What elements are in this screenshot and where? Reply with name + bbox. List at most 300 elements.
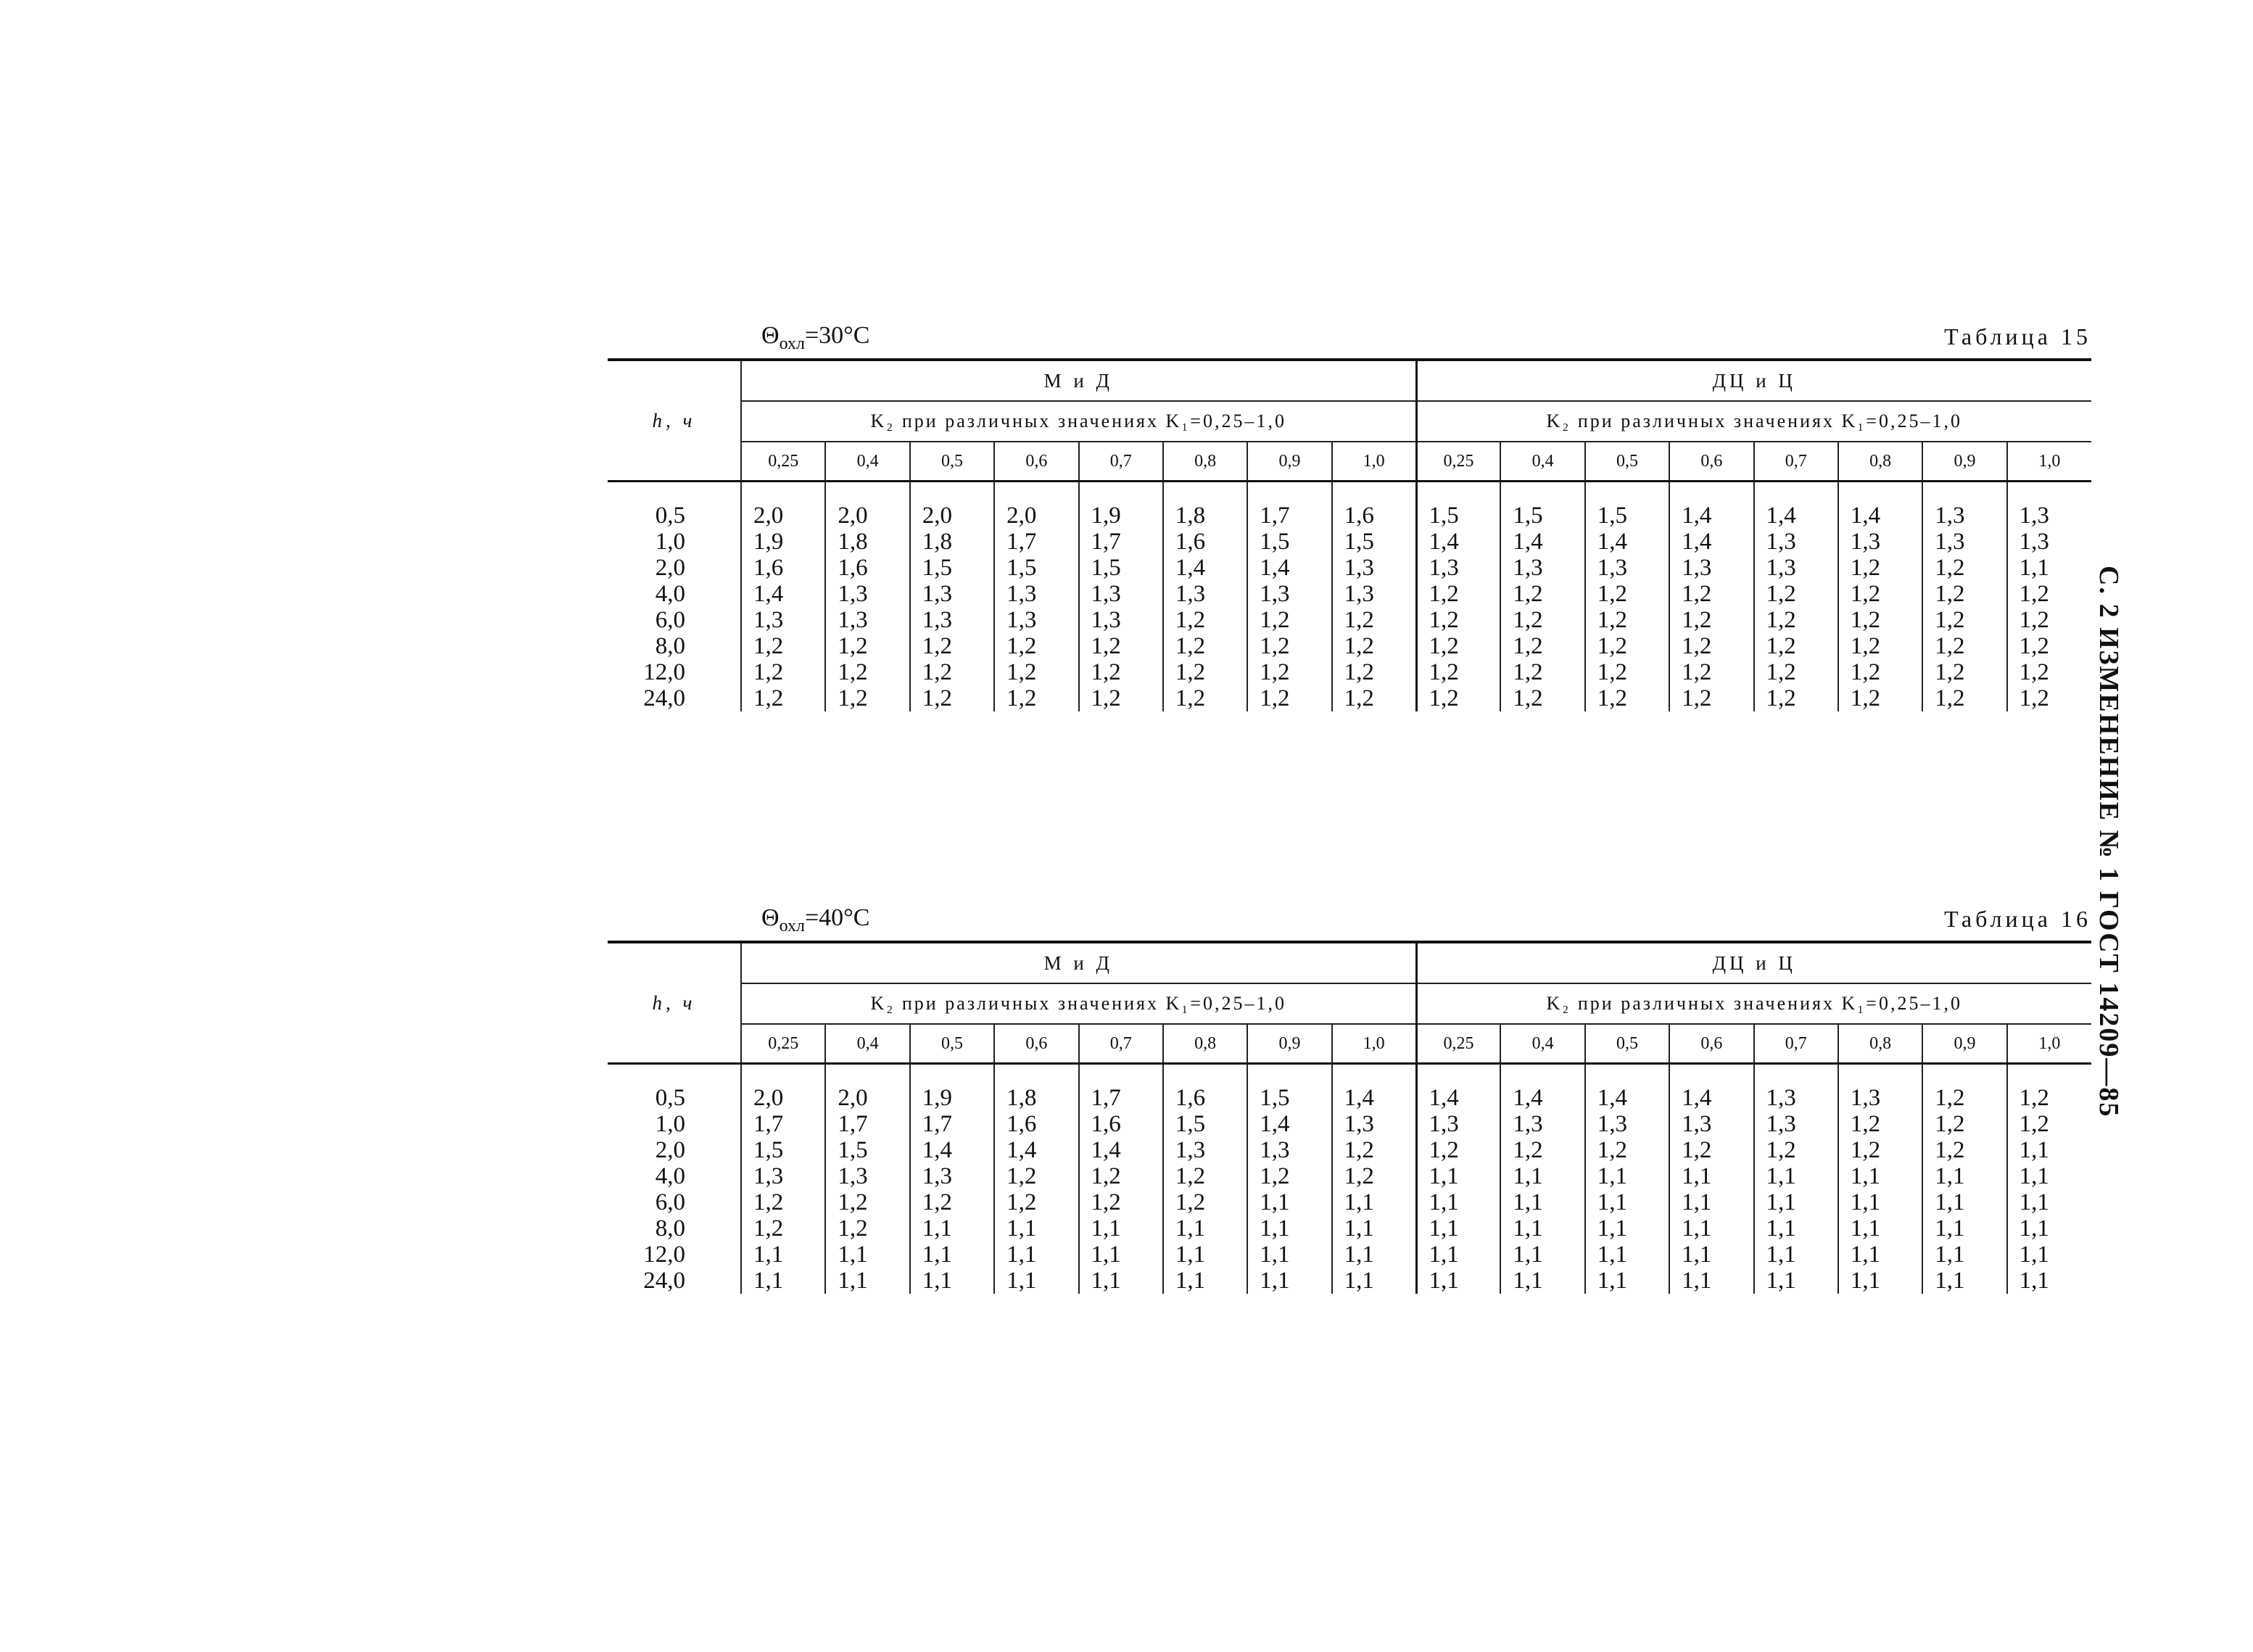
k2-value-cell: 1,2 xyxy=(1500,581,1584,607)
k2-value-cell: 1,5 xyxy=(1416,482,1500,529)
k2-value-cell: 1,3 xyxy=(1838,529,1922,555)
k2-value-cell: 1,1 xyxy=(2007,1137,2091,1163)
theta-value: =40°С xyxy=(804,904,870,931)
k2-value-cell: 1,2 xyxy=(1332,1137,1416,1163)
k2-value-cell: 1,2 xyxy=(1163,607,1247,633)
k2-value-cell: 1,7 xyxy=(910,1111,994,1137)
k2-value-cell: 1,5 xyxy=(1163,1111,1247,1137)
k2-value-cell: 1,3 xyxy=(1754,1111,1838,1137)
k2-value-cell: 1,1 xyxy=(1500,1215,1584,1242)
k1-column-header: 0,9 xyxy=(1922,442,2006,482)
table-row xyxy=(608,1111,2091,1137)
k1-column-header: 1,0 xyxy=(2007,442,2091,482)
k2-value-cell: 1,2 xyxy=(2007,607,2091,633)
k2-value-cell: 1,2 xyxy=(1922,607,2006,633)
k2-value-cell: 1,4 xyxy=(1669,1064,1753,1112)
k2-value-cell: 1,1 xyxy=(994,1242,1078,1268)
k2-value-cell: 1,1 xyxy=(1247,1215,1331,1242)
k2-value-cell: 1,1 xyxy=(1754,1242,1838,1268)
k2-value-cell: 1,2 xyxy=(1163,633,1247,659)
k2-value-cell: 1,3 xyxy=(1838,1064,1922,1112)
k2-value-cell: 1,3 xyxy=(1669,555,1753,581)
k2-value-cell: 1,5 xyxy=(910,555,994,581)
k2-value-cell: 1,1 xyxy=(2007,1163,2091,1189)
k2-value-cell: 1,5 xyxy=(1079,555,1163,581)
k2-value-cell: 1,5 xyxy=(1247,1064,1331,1112)
k2-value-cell: 1,3 xyxy=(2007,529,2091,555)
coolant-temperature-label xyxy=(761,904,869,936)
k1-column-header: 1,0 xyxy=(2007,1024,2091,1064)
k2-value-cell: 1,3 xyxy=(1754,529,1838,555)
k2-value-cell: 1,2 xyxy=(1922,659,2006,685)
k2-value-cell: 1,1 xyxy=(2007,1268,2091,1294)
k2-value-cell: 1,1 xyxy=(1669,1163,1753,1189)
k2-value-cell: 1,2 xyxy=(2007,581,2091,607)
k2-value-cell: 1,1 xyxy=(1585,1163,1669,1189)
k2-value-cell: 1,2 xyxy=(1669,607,1753,633)
k2-value-cell: 1,6 xyxy=(994,1111,1078,1137)
k2-value-cell: 1,2 xyxy=(825,1189,909,1215)
k2-value-cell: 1,2 xyxy=(1669,685,1753,711)
k1-column-header: 0,4 xyxy=(825,1024,909,1064)
k2-value-cell: 1,3 xyxy=(825,1163,909,1189)
k2-value-cell: 1,4 xyxy=(1838,482,1922,529)
k2-value-cell: 1,2 xyxy=(741,1189,825,1215)
k2-value-cell: 1,1 xyxy=(1416,1163,1500,1189)
theta-subscript: охл xyxy=(779,334,805,353)
k2-value-cell: 1,4 xyxy=(1585,1064,1669,1112)
k1-column-header: 0,8 xyxy=(1838,1024,1922,1064)
k2-value-cell: 1,2 xyxy=(1922,1137,2006,1163)
k2-value-cell: 1,3 xyxy=(1247,1137,1331,1163)
k2-value-cell: 1,2 xyxy=(1922,1064,2006,1112)
k1-column-header: 0,9 xyxy=(1247,442,1331,482)
k2-value-cell: 1,1 xyxy=(1332,1189,1416,1215)
k2-value-cell: 1,1 xyxy=(1500,1268,1584,1294)
k1-column-header: 0,8 xyxy=(1838,442,1922,482)
table-15-block xyxy=(608,319,2091,711)
k2-value-cell: 1,2 xyxy=(1332,685,1416,711)
k2-value-cell: 1,2 xyxy=(825,685,909,711)
h-value-cell: 6,0 xyxy=(655,1189,685,1215)
k2-value-cell: 1,1 xyxy=(1079,1242,1163,1268)
k2-value-cell: 1,2 xyxy=(741,685,825,711)
k2-value-cell: 1,2 xyxy=(1669,581,1753,607)
k2-value-cell: 1,3 xyxy=(741,1163,825,1189)
k2-value-cell: 1,2 xyxy=(1838,1111,1922,1137)
k2-value-cell: 1,2 xyxy=(1416,633,1500,659)
k2-value-cell: 1,1 xyxy=(741,1268,825,1294)
h-column-header: h, ч xyxy=(652,409,696,431)
k2-value-cell: 1,4 xyxy=(994,1137,1078,1163)
k2-value-cell: 1,1 xyxy=(1585,1189,1669,1215)
k2-value-cell: 1,1 xyxy=(2007,1215,2091,1242)
k2-value-cell: 1,3 xyxy=(1585,1111,1669,1137)
theta-symbol: Θ xyxy=(761,322,780,349)
k2-value-cell: 1,3 xyxy=(1500,555,1584,581)
k2-value-cell: 1,2 xyxy=(1754,581,1838,607)
k2-value-cell: 2,0 xyxy=(825,1064,909,1112)
k2-value-cell: 1,3 xyxy=(1416,1111,1500,1137)
k2-subheader-m-d: K₂ при различных значениях K₁=0,25–1,0 xyxy=(741,983,1416,1024)
k2-value-cell: 1,2 xyxy=(1922,685,2006,711)
table-row xyxy=(608,581,2091,607)
k1-column-header: 0,4 xyxy=(1500,442,1584,482)
k2-value-cell: 1,6 xyxy=(1163,529,1247,555)
k2-value-cell: 1,1 xyxy=(1416,1242,1500,1268)
k2-value-cell: 1,1 xyxy=(741,1242,825,1268)
k2-value-cell: 1,1 xyxy=(1838,1242,1922,1268)
k1-column-header: 0,6 xyxy=(1669,442,1753,482)
k2-value-cell: 1,2 xyxy=(1079,1163,1163,1189)
k2-value-cell: 1,6 xyxy=(1332,482,1416,529)
k2-value-cell: 1,1 xyxy=(1922,1189,2006,1215)
k2-value-cell: 1,1 xyxy=(1838,1268,1922,1294)
h-value-cell: 24,0 xyxy=(643,685,685,711)
k2-value-cell: 1,5 xyxy=(994,555,1078,581)
k2-value-cell: 1,2 xyxy=(2007,659,2091,685)
k2-value-cell: 2,0 xyxy=(910,482,994,529)
k2-subheader-dc-c: K₂ при различных значениях K₁=0,25–1,0 xyxy=(1416,401,2091,442)
k1-column-header: 1,0 xyxy=(1332,1024,1416,1064)
group-header-dc-c: ДЦ и Ц xyxy=(1416,942,2091,983)
h-value-cell: 2,0 xyxy=(655,1137,685,1163)
k2-value-cell: 1,2 xyxy=(825,659,909,685)
k2-value-cell: 1,1 xyxy=(1500,1242,1584,1268)
table-row xyxy=(608,482,2091,529)
k2-value-cell: 1,2 xyxy=(741,1215,825,1242)
k2-value-cell: 1,2 xyxy=(1163,659,1247,685)
k2-value-cell: 1,3 xyxy=(1585,555,1669,581)
k2-value-cell: 1,1 xyxy=(1754,1163,1838,1189)
k2-value-cell: 1,2 xyxy=(1163,1163,1247,1189)
k1-column-header: 0,25 xyxy=(741,442,825,482)
table-row xyxy=(608,1137,2091,1163)
k2-value-cell: 1,4 xyxy=(1163,555,1247,581)
k2-value-cell: 1,2 xyxy=(1416,581,1500,607)
table-row xyxy=(608,685,2091,711)
k1-column-header: 0,9 xyxy=(1247,1024,1331,1064)
k2-value-cell: 1,2 xyxy=(910,1189,994,1215)
k2-value-cell: 1,3 xyxy=(741,607,825,633)
k2-value-cell: 1,6 xyxy=(825,555,909,581)
table-caption xyxy=(608,901,2091,941)
k1-column-header: 0,5 xyxy=(1585,442,1669,482)
h-value-cell: 4,0 xyxy=(655,1163,685,1189)
k2-value-cell: 1,4 xyxy=(1079,1137,1163,1163)
k2-value-cell: 1,3 xyxy=(1247,581,1331,607)
k2-value-cell: 1,2 xyxy=(994,685,1078,711)
k2-value-cell: 1,2 xyxy=(1416,607,1500,633)
k2-value-cell: 1,3 xyxy=(910,1163,994,1189)
k2-value-cell: 1,1 xyxy=(1585,1215,1669,1242)
k2-value-cell: 1,1 xyxy=(1247,1189,1331,1215)
k2-value-cell: 1,2 xyxy=(825,1215,909,1242)
k2-value-cell: 1,2 xyxy=(1416,685,1500,711)
k2-value-cell: 1,7 xyxy=(825,1111,909,1137)
h-value-cell: 24,0 xyxy=(643,1268,685,1294)
k2-value-cell: 1,4 xyxy=(1332,1064,1416,1112)
k2-value-cell: 1,2 xyxy=(1838,685,1922,711)
theta-subscript: охл xyxy=(779,916,805,936)
k2-value-cell: 1,3 xyxy=(1922,529,2006,555)
h-value-cell: 8,0 xyxy=(655,1215,685,1242)
k2-value-cell: 1,4 xyxy=(1500,1064,1584,1112)
h-column-header: h, ч xyxy=(652,991,696,1014)
k2-value-cell: 1,2 xyxy=(1585,659,1669,685)
k2-value-cell: 1,9 xyxy=(910,1064,994,1112)
k2-value-cell: 1,4 xyxy=(1669,529,1753,555)
k2-value-cell: 1,1 xyxy=(1163,1242,1247,1268)
k2-value-cell: 1,2 xyxy=(1838,581,1922,607)
k2-value-cell: 1,2 xyxy=(1247,659,1331,685)
k1-column-header: 0,6 xyxy=(994,442,1078,482)
k2-value-cell: 1,2 xyxy=(1838,659,1922,685)
k1-column-header: 1,0 xyxy=(1332,442,1416,482)
k1-column-header: 0,7 xyxy=(1754,1024,1838,1064)
k2-value-cell: 1,3 xyxy=(1079,581,1163,607)
k2-value-cell: 1,1 xyxy=(1585,1242,1669,1268)
k2-value-cell: 1,2 xyxy=(910,659,994,685)
k2-value-cell: 1,7 xyxy=(741,1111,825,1137)
k2-value-cell: 2,0 xyxy=(741,1064,825,1112)
k2-value-cell: 1,3 xyxy=(825,581,909,607)
k2-value-cell: 1,4 xyxy=(1247,555,1331,581)
k2-value-cell: 1,2 xyxy=(1585,607,1669,633)
k2-value-cell: 1,1 xyxy=(994,1215,1078,1242)
k2-value-cell: 1,1 xyxy=(1669,1189,1753,1215)
k2-value-cell: 1,3 xyxy=(1079,607,1163,633)
k2-value-cell: 1,3 xyxy=(994,581,1078,607)
k2-value-cell: 1,1 xyxy=(1669,1215,1753,1242)
k2-value-cell: 1,1 xyxy=(2007,1189,2091,1215)
k2-value-cell: 1,1 xyxy=(1922,1215,2006,1242)
h-value-cell: 12,0 xyxy=(643,1242,685,1268)
k1-column-header: 0,4 xyxy=(1500,1024,1584,1064)
k2-value-cell: 1,1 xyxy=(910,1268,994,1294)
k2-value-cell: 1,1 xyxy=(1332,1215,1416,1242)
k2-value-cell: 1,1 xyxy=(2007,555,2091,581)
theta-symbol: Θ xyxy=(761,904,780,931)
k2-value-cell: 1,2 xyxy=(2007,633,2091,659)
k2-value-cell: 1,2 xyxy=(1500,659,1584,685)
k2-value-cell: 1,2 xyxy=(1332,607,1416,633)
group-header-dc-c: ДЦ и Ц xyxy=(1416,360,2091,401)
k2-value-cell: 1,2 xyxy=(1585,581,1669,607)
k2-value-cell: 1,2 xyxy=(1079,1189,1163,1215)
k2-value-cell: 2,0 xyxy=(825,482,909,529)
k2-value-cell: 1,2 xyxy=(2007,1064,2091,1112)
k2-value-cell: 1,1 xyxy=(825,1268,909,1294)
k2-value-cell: 1,2 xyxy=(741,633,825,659)
table-row xyxy=(608,555,2091,581)
k2-value-cell: 1,2 xyxy=(1247,607,1331,633)
k2-value-cell: 1,1 xyxy=(910,1215,994,1242)
k2-value-cell: 1,1 xyxy=(994,1268,1078,1294)
k2-value-cell: 1,4 xyxy=(1585,529,1669,555)
k2-value-cell: 1,1 xyxy=(1838,1215,1922,1242)
k2-value-cell: 1,5 xyxy=(1332,529,1416,555)
k2-value-cell: 1,2 xyxy=(1669,633,1753,659)
k2-value-cell: 1,2 xyxy=(1754,1137,1838,1163)
k2-value-cell: 1,2 xyxy=(910,685,994,711)
k2-value-cell: 1,2 xyxy=(1416,659,1500,685)
k2-value-cell: 1,2 xyxy=(994,659,1078,685)
k2-value-cell: 1,1 xyxy=(1500,1163,1584,1189)
table-row xyxy=(608,1242,2091,1268)
k1-column-header: 0,4 xyxy=(825,442,909,482)
k2-value-cell: 1,7 xyxy=(1079,529,1163,555)
k1-column-header: 0,5 xyxy=(910,1024,994,1064)
table-number: Таблица 15 xyxy=(1944,323,2091,350)
table-number: Таблица 16 xyxy=(1944,906,2091,932)
k2-value-cell: 1,2 xyxy=(1332,659,1416,685)
k2-value-cell: 1,2 xyxy=(1500,1137,1584,1163)
k2-value-cell: 1,2 xyxy=(2007,1111,2091,1137)
table-row xyxy=(608,633,2091,659)
k2-value-cell: 1,1 xyxy=(1500,1189,1584,1215)
k2-value-cell: 1,2 xyxy=(1332,633,1416,659)
k1-column-header: 0,7 xyxy=(1079,1024,1163,1064)
table-caption xyxy=(608,319,2091,358)
k2-value-cell: 1,3 xyxy=(910,581,994,607)
k2-value-cell: 1,4 xyxy=(1416,529,1500,555)
k2-value-cell: 1,2 xyxy=(1922,555,2006,581)
k2-value-cell: 1,3 xyxy=(1754,555,1838,581)
table-row xyxy=(608,529,2091,555)
h-value-cell: 0,5 xyxy=(655,503,685,529)
k2-value-cell: 1,2 xyxy=(1079,685,1163,711)
k2-value-cell: 1,2 xyxy=(1247,1163,1331,1189)
k2-value-cell: 1,3 xyxy=(1922,482,2006,529)
k2-value-cell: 1,3 xyxy=(1332,1111,1416,1137)
k2-value-cell: 1,2 xyxy=(1838,607,1922,633)
k2-value-cell: 1,6 xyxy=(1079,1111,1163,1137)
k2-value-cell: 1,2 xyxy=(1754,659,1838,685)
k2-value-cell: 1,1 xyxy=(1163,1268,1247,1294)
k1-column-header: 0,25 xyxy=(1416,442,1500,482)
k2-value-cell: 1,2 xyxy=(1922,1111,2006,1137)
k2-value-cell: 1,1 xyxy=(1922,1242,2006,1268)
h-value-cell: 6,0 xyxy=(655,607,685,633)
k2-value-cell: 1,1 xyxy=(1079,1215,1163,1242)
k2-value-cell: 1,1 xyxy=(1754,1189,1838,1215)
k2-value-cell: 1,4 xyxy=(1669,482,1753,529)
k2-value-cell: 1,1 xyxy=(1332,1242,1416,1268)
k2-value-cell: 1,1 xyxy=(1416,1215,1500,1242)
k2-value-cell: 1,2 xyxy=(1079,633,1163,659)
k2-value-cell: 1,2 xyxy=(1500,633,1584,659)
k2-value-cell: 1,4 xyxy=(1500,529,1584,555)
table-row xyxy=(608,1064,2091,1112)
h-value-cell: 4,0 xyxy=(655,581,685,607)
k2-subheader-dc-c: K₂ при различных значениях K₁=0,25–1,0 xyxy=(1416,983,2091,1024)
k2-value-cell: 1,2 xyxy=(1079,659,1163,685)
table-row xyxy=(608,1268,2091,1294)
k2-value-cell: 1,3 xyxy=(1754,1064,1838,1112)
k2-value-cell: 1,4 xyxy=(910,1137,994,1163)
k2-value-cell: 1,5 xyxy=(1500,482,1584,529)
k2-value-cell: 1,1 xyxy=(1079,1268,1163,1294)
k1-column-header: 0,7 xyxy=(1754,442,1838,482)
table-row xyxy=(608,1189,2091,1215)
k2-value-cell: 1,3 xyxy=(1332,555,1416,581)
k2-value-cell: 1,1 xyxy=(1754,1268,1838,1294)
k2-value-cell: 1,2 xyxy=(1163,685,1247,711)
k2-value-cell: 1,2 xyxy=(1838,633,1922,659)
k2-value-cell: 1,5 xyxy=(1585,482,1669,529)
k2-value-cell: 1,3 xyxy=(1332,581,1416,607)
k2-value-cell: 1,1 xyxy=(1247,1242,1331,1268)
k2-value-cell: 1,2 xyxy=(1585,633,1669,659)
k1-column-header: 0,5 xyxy=(910,442,994,482)
h-value-cell: 2,0 xyxy=(655,555,685,581)
k1-column-header: 0,8 xyxy=(1163,1024,1247,1064)
load-factor-table xyxy=(608,358,2091,711)
k2-value-cell: 1,3 xyxy=(910,607,994,633)
k2-value-cell: 1,9 xyxy=(741,529,825,555)
k2-value-cell: 1,1 xyxy=(1838,1163,1922,1189)
k1-column-header: 0,25 xyxy=(741,1024,825,1064)
k1-column-header: 0,9 xyxy=(1922,1024,2006,1064)
h-value-cell: 8,0 xyxy=(655,633,685,659)
k2-value-cell: 1,1 xyxy=(1922,1268,2006,1294)
k1-column-header: 0,6 xyxy=(994,1024,1078,1064)
k2-value-cell: 1,2 xyxy=(994,1163,1078,1189)
k2-value-cell: 1,2 xyxy=(994,633,1078,659)
group-header-m-d: М и Д xyxy=(741,942,1416,983)
k2-value-cell: 1,2 xyxy=(1416,1137,1500,1163)
k2-value-cell: 1,8 xyxy=(910,529,994,555)
k2-subheader-m-d: K₂ при различных значениях K₁=0,25–1,0 xyxy=(741,401,1416,442)
k2-value-cell: 1,5 xyxy=(1247,529,1331,555)
k2-value-cell: 1,8 xyxy=(825,529,909,555)
page-side-title: С. 2 ИЗМЕНЕНИЕ № 1 ГОСТ 14209—85 xyxy=(2093,566,2124,1118)
k2-value-cell: 1,7 xyxy=(1247,482,1331,529)
k2-value-cell: 1,4 xyxy=(1247,1111,1331,1137)
k1-column-header: 0,6 xyxy=(1669,1024,1753,1064)
k2-value-cell: 1,3 xyxy=(1500,1111,1584,1137)
k2-value-cell: 1,1 xyxy=(1416,1268,1500,1294)
k2-value-cell: 1,2 xyxy=(1754,685,1838,711)
k2-value-cell: 1,2 xyxy=(2007,685,2091,711)
k2-value-cell: 1,2 xyxy=(1500,607,1584,633)
h-value-cell: 1,0 xyxy=(655,529,685,555)
k2-value-cell: 1,2 xyxy=(825,633,909,659)
k2-value-cell: 1,2 xyxy=(1247,633,1331,659)
k2-value-cell: 1,2 xyxy=(1922,633,2006,659)
k2-value-cell: 1,7 xyxy=(1079,1064,1163,1112)
k2-value-cell: 1,2 xyxy=(910,633,994,659)
k2-value-cell: 1,1 xyxy=(2007,1242,2091,1268)
k2-value-cell: 1,2 xyxy=(1669,1137,1753,1163)
h-value-cell: 0,5 xyxy=(655,1085,685,1111)
k2-value-cell: 1,2 xyxy=(1585,685,1669,711)
k1-column-header: 0,5 xyxy=(1585,1024,1669,1064)
h-value-cell: 12,0 xyxy=(643,659,685,685)
theta-value: =30°С xyxy=(804,322,870,349)
k2-value-cell: 1,8 xyxy=(1163,482,1247,529)
k2-value-cell: 1,5 xyxy=(741,1137,825,1163)
k2-value-cell: 1,1 xyxy=(1163,1215,1247,1242)
k2-value-cell: 1,1 xyxy=(1416,1189,1500,1215)
k2-value-cell: 1,3 xyxy=(1669,1111,1753,1137)
k2-value-cell: 1,8 xyxy=(994,1064,1078,1112)
k2-value-cell: 1,7 xyxy=(994,529,1078,555)
k2-value-cell: 1,3 xyxy=(825,607,909,633)
k2-value-cell: 1,1 xyxy=(1669,1268,1753,1294)
k2-value-cell: 1,2 xyxy=(1500,685,1584,711)
